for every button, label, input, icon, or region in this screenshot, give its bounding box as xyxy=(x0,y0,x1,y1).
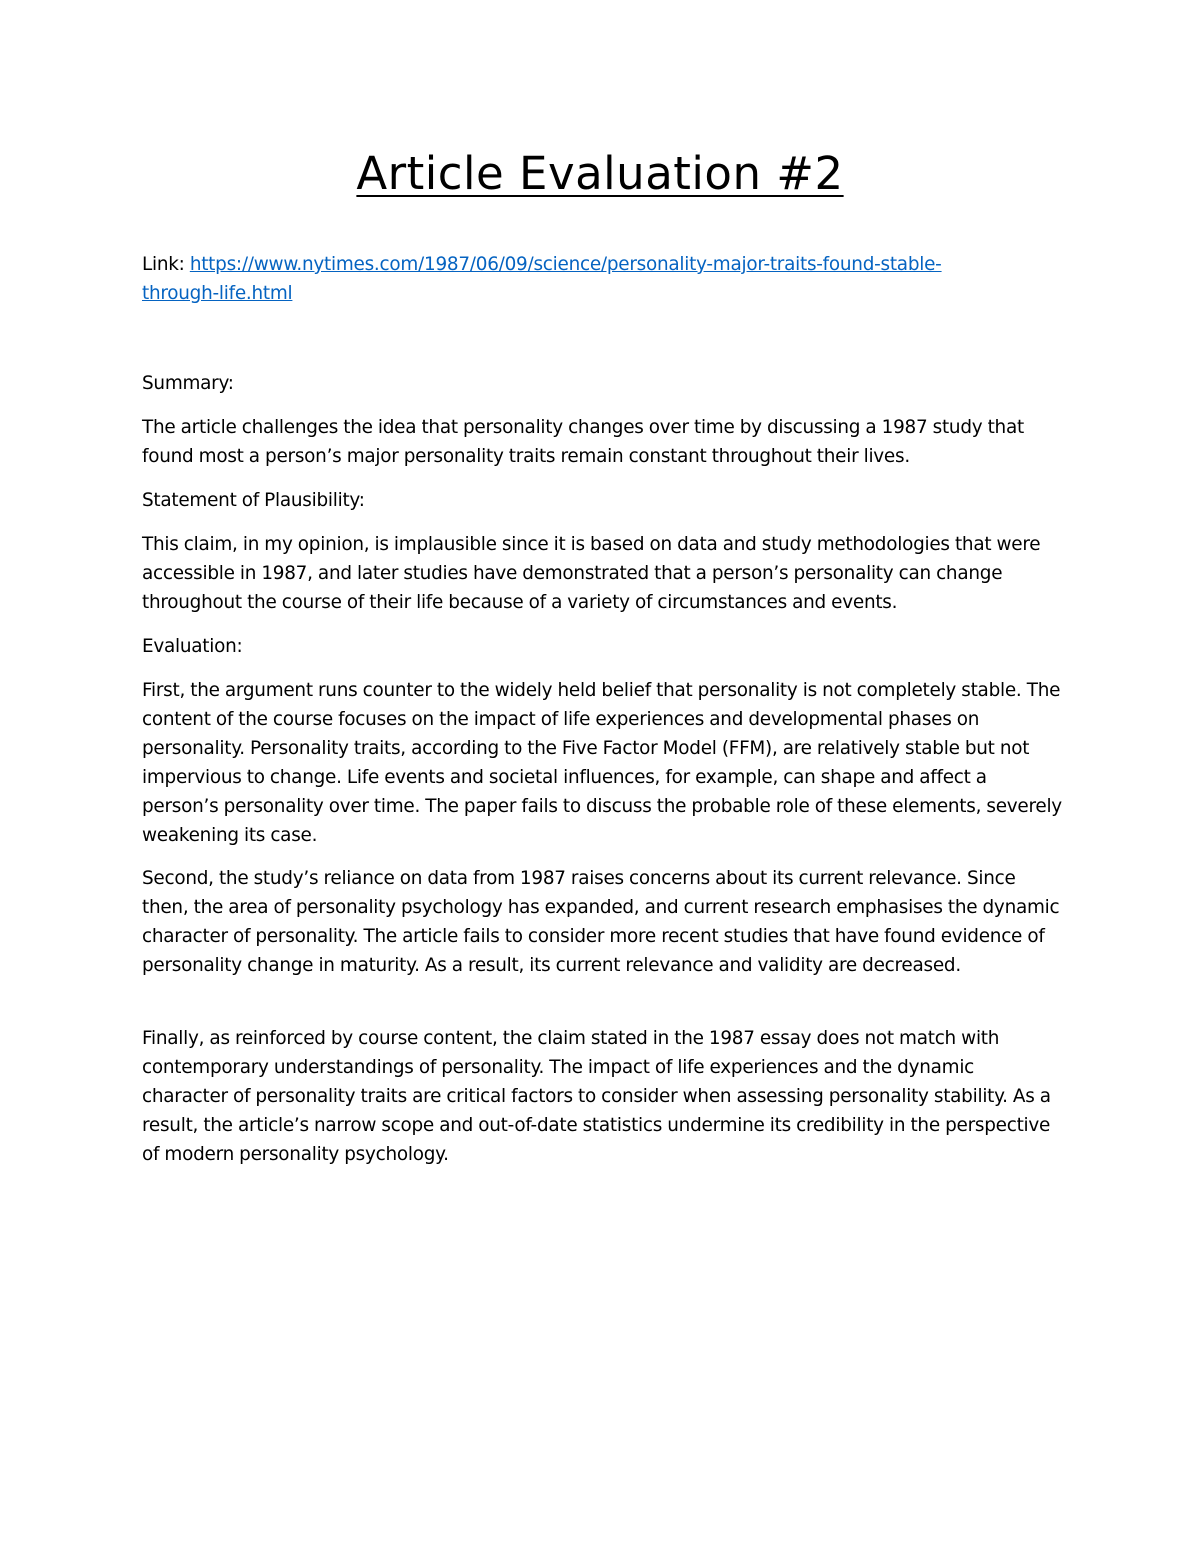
link-line xyxy=(142,250,1062,308)
article-link-line-2: through-life.html xyxy=(142,283,293,304)
summary-heading: Summary: xyxy=(142,373,234,394)
evaluation-heading: Evaluation: xyxy=(142,636,243,657)
article-link[interactable] xyxy=(142,254,942,304)
summary-paragraph: The article challenges the idea that personality changes over time by discussing a 1987 study that found most a person’s major personality traits remain constant throughout their lives. xyxy=(142,417,1024,467)
plausibility-paragraph: This claim, in my opinion, is implausible since it is based on data and study methodologies that were accessible in 1987, and later studies have demonstrated that a person’s personality can change throughout the course of their life because of a variety of circumstances and events. xyxy=(142,534,1041,613)
evaluation-paragraph-second: Second, the study’s reliance on data from 1987 raises concerns about its current relevance. Since then, the area of personality psychology has expanded, and current research emphasises the dynamic character of personality. The article fails to consider more recent studies that have found evidence of personality change in maturity. As a result, its current relevance and validity are decreased. xyxy=(142,868,1060,976)
link-label: Link: xyxy=(142,254,185,275)
document-title: Article Evaluation #2 xyxy=(356,147,844,200)
article-link-line-1: https://www.nytimes.com/1987/06/09/science/personality-major-traits-found-stable- xyxy=(189,254,942,275)
evaluation-paragraph-first: First, the argument runs counter to the widely held belief that personality is not completely stable. The content of the course focuses on the impact of life experiences and developmental phases on personality. Personality traits, according to the Five Factor Model (FFM), are relatively stable but not impervious to change. Life events and societal influences, for example, can shape and affect a person’s personality over time. The paper fails to discuss the probable role of these elements, severely weakening its case. xyxy=(142,680,1062,846)
plausibility-heading: Statement of Plausibility: xyxy=(142,490,365,511)
evaluation-paragraph-finally: Finally, as reinforced by course content, the claim stated in the 1987 essay does not match with contemporary understandings of personality. The impact of life experiences and the dynamic character of personality traits are critical factors to consider when assessing personality stability. As a result, the article’s narrow scope and out-of-date statistics undermine its credibility in the perspective of modern personality psychology. xyxy=(142,1028,1051,1165)
